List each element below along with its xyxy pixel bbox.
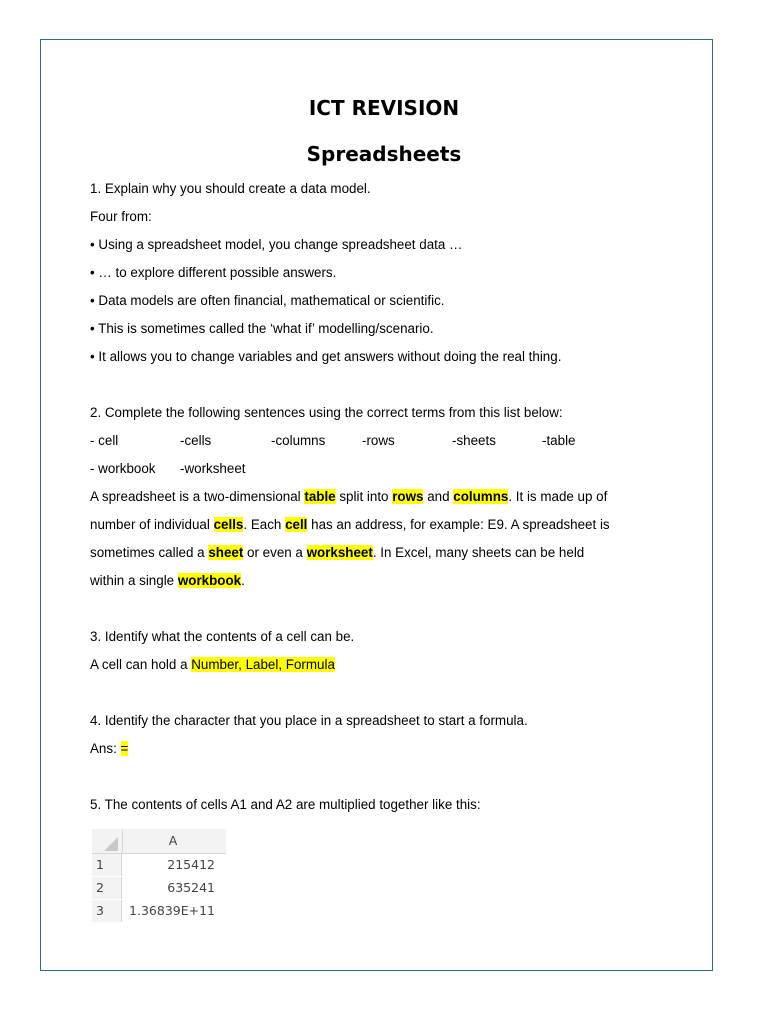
highlighted-term: columns [453,489,509,504]
terms-row-2 [90,460,650,478]
answer-text: within a single [90,573,178,588]
row-number: 1 [92,854,122,876]
corner-triangle-icon [104,837,118,851]
term: - workbook [90,461,156,476]
question-1-intro: Four from: [90,209,152,224]
answer-text: . Each [243,517,286,532]
question-2: 2. Complete the following sentences using the correct terms from this list below: [90,405,563,420]
answer-text: A spreadsheet is a two-dimensional [90,489,305,504]
highlighted-term: cell [285,517,308,532]
select-all-corner [92,829,123,853]
terms-row-1 [90,432,650,450]
answer-line [90,572,245,590]
row-number: 2 [92,877,122,899]
bullet-item: • It allows you to change variables and get answers without doing the real thing. [90,349,562,364]
term: -rows [362,433,395,448]
highlighted-term: workbook [177,573,242,588]
answer-text: . In Excel, many sheets can be held [372,545,585,560]
highlighted-term: sheet [208,545,244,560]
answer-line [90,544,584,562]
answer-text: or even a [243,545,307,560]
column-header-a: A [168,833,178,848]
answer-3 [90,656,335,674]
column-header-row [92,829,226,854]
bullet-item: • This is sometimes called the ‘what if’ modelling/scenario. [90,321,434,336]
answer-line [90,488,607,506]
highlighted-term: table [304,489,336,504]
answer-text: has an address, for example: E9. A spreadsheet is [307,517,610,532]
bullet-item: • … to explore different possible answers. [90,265,337,280]
term: -table [542,433,576,448]
term: -sheets [452,433,496,448]
term: - cell [90,433,119,448]
answer-4 [90,740,128,758]
answer-text: . [241,573,245,588]
answer-text: . It is made up of [508,489,608,504]
highlighted-term: rows [392,489,424,504]
highlighted-answer: = [120,741,129,756]
cell-value: 635241 [167,880,215,895]
answer-text: Ans: [90,741,121,756]
highlighted-term: cells [213,517,244,532]
answer-line [90,516,610,534]
term: -cells [180,433,212,448]
term: -columns [271,433,326,448]
highlighted-term: worksheet [306,545,373,560]
bullet-item: • Data models are often financial, mathematical or scientific. [90,293,445,308]
highlighted-answer: Number, Label, Formula [191,657,335,672]
question-5: 5. The contents of cells A1 and A2 are multiplied together like this: [90,797,481,812]
answer-text: split into [335,489,393,504]
question-4: 4. Identify the character that you place in a spreadsheet to start a formula. [90,713,528,728]
bullet-item: • Using a spreadsheet model, you change spreadsheet data … [90,237,463,252]
term: -worksheet [180,461,246,476]
spreadsheet-snippet [92,829,226,924]
page-title: ICT REVISION [308,96,460,120]
answer-text: sometimes called a [90,545,209,560]
answer-text: number of individual [90,517,214,532]
page-subtitle: Spreadsheets [306,142,462,166]
answer-text: A cell can hold a [90,657,192,672]
question-3: 3. Identify what the contents of a cell can be. [90,629,355,644]
row-number: 3 [92,900,122,922]
answer-text: and [423,489,454,504]
question-1: 1. Explain why you should create a data model. [90,181,371,196]
cell-value: 1.36839E+11 [129,903,215,918]
cell-value: 215412 [167,857,215,872]
